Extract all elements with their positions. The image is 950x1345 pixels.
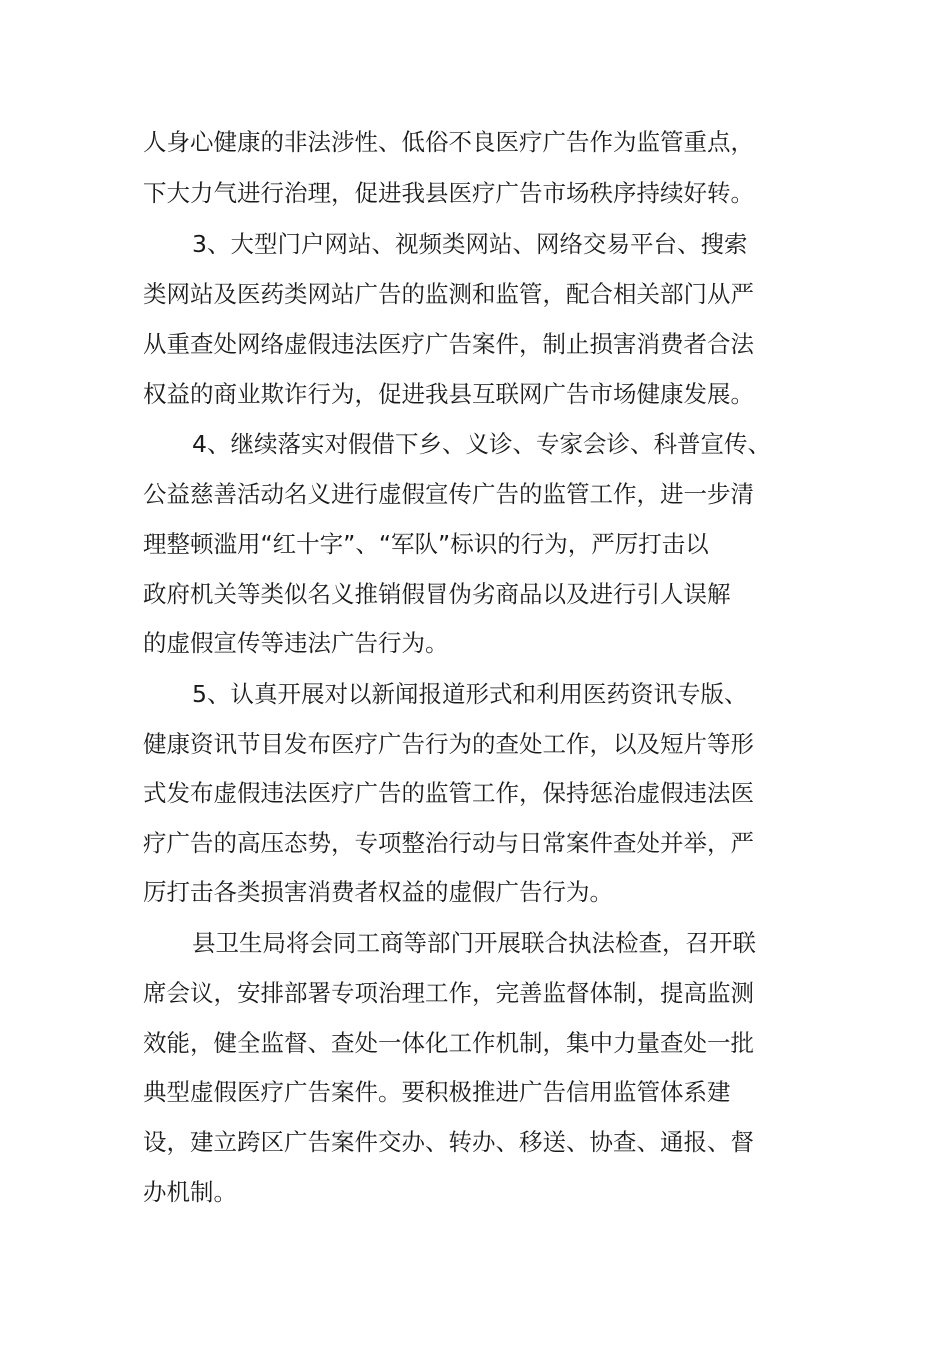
text-line: 下大力气进行治理，促进我县医疗广告市场秩序持续好转。 [143, 179, 754, 207]
text-line: 类网站及医药类网站广告的监测和监管，配合相关部门从严 [143, 280, 754, 308]
text-line: 政府机关等类似名义推销假冒伪劣商品以及进行引人误解 [143, 580, 731, 608]
text-line: 公益慈善活动名义进行虚假宣传广告的监管工作，进一步清 [143, 480, 754, 508]
text-line: 典型虚假医疗广告案件。要积极推进广告信用监管体系建 [143, 1078, 731, 1106]
text-line: 4、继续落实对假借下乡、义诊、专家会诊、科普宣传、 [192, 430, 771, 458]
text-line: 3、大型门户网站、视频类网站、网络交易平台、搜索 [192, 230, 748, 258]
text-line: 权益的商业欺诈行为，促进我县互联网广告市场健康发展。 [143, 380, 754, 408]
text-line: 疗广告的高压态势，专项整治行动与日常案件查处并举，严 [143, 829, 754, 857]
text-line: 效能，健全监督、查处一体化工作机制，集中力量查处一批 [143, 1029, 754, 1057]
text-line: 5、认真开展对以新闻报道形式和利用医药资讯专版、 [192, 680, 748, 708]
text-line: 的虚假宣传等违法广告行为。 [143, 629, 449, 657]
text-line: 席会议，安排部署专项治理工作，完善监督体制，提高监测 [143, 979, 754, 1007]
text-line: 健康资讯节目发布医疗广告行为的查处工作，以及短片等形 [143, 730, 754, 758]
text-line: 办机制。 [143, 1178, 237, 1206]
text-line: 从重查处网络虚假违法医疗广告案件，制止损害消费者合法 [143, 330, 754, 358]
text-line: 设，建立跨区广告案件交办、转办、移送、协查、通报、督 [143, 1128, 754, 1156]
text-line: 厉打击各类损害消费者权益的虚假广告行为。 [143, 878, 613, 906]
text-line: 式发布虚假违法医疗广告的监管工作，保持惩治虚假违法医 [143, 779, 754, 807]
text-line: 人身心健康的非法涉性、低俗不良医疗广告作为监管重点， [143, 128, 754, 156]
text-line: 理整顿滥用“红十字”、“军队”标识的行为，严厉打击以 [143, 530, 709, 558]
text-line: 县卫生局将会同工商等部门开展联合执法检查，召开联 [192, 929, 756, 957]
